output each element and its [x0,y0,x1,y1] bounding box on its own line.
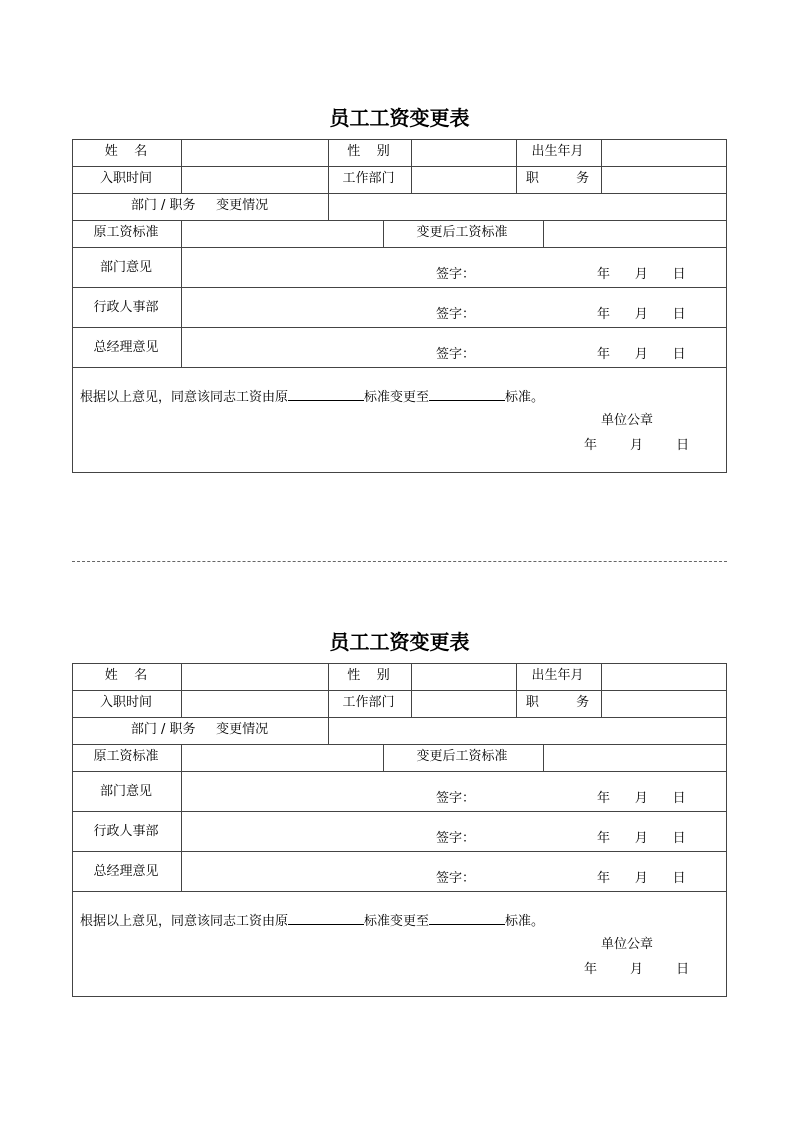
label-gm-opinion: 总经理意见 [93,864,159,879]
date-label: 年 月 日 [597,307,686,322]
label-original-salary: 原工资标准 [93,749,159,764]
cut-line [72,561,727,562]
label-birth-date: 出生年月 [531,668,584,683]
sign-label: 签字： [436,831,476,846]
label-dept-position-change: 部门 / 职务 变更情况 [130,198,269,213]
label-new-salary: 变更后工资标准 [416,749,508,764]
sign-label: 签字： [436,267,476,282]
sign-label: 签字： [436,871,476,886]
label-gender: 性 别 [347,144,390,159]
label-hire-date: 入职时间 [99,171,152,186]
date-label: 年 月 日 [597,831,686,846]
label-gender: 性 别 [347,668,390,683]
label-new-salary: 变更后工资标准 [416,225,508,240]
date-label: 年 月 日 [597,267,686,282]
new-standard-blank [429,388,505,401]
company-seal-label: 单位公章 [601,937,654,952]
label-position: 职 务 [525,171,590,186]
label-department: 工作部门 [342,171,395,186]
form-title: 员工工资变更表 [329,630,470,654]
date-label: 年 月 日 [597,871,686,886]
label-admin-hr: 行政人事部 [93,300,159,315]
approval-date: 年 月 日 [584,438,690,453]
approval-date: 年 月 日 [584,962,690,977]
label-gm-opinion: 总经理意见 [93,340,159,355]
label-hire-date: 入职时间 [99,695,152,710]
label-position: 职 务 [525,695,590,710]
label-name: 姓 名 [104,668,148,683]
label-dept-opinion: 部门意见 [99,260,152,275]
approval-statement: 根据以上意见，同意该同志工资由原 标准变更至 标准。 [80,390,545,405]
sign-label: 签字： [436,347,476,362]
form-title: 员工工资变更表 [329,106,470,130]
company-seal-label: 单位公章 [601,413,654,428]
label-original-salary: 原工资标准 [93,225,159,240]
label-admin-hr: 行政人事部 [93,824,159,839]
original-standard-blank [288,388,364,401]
date-label: 年 月 日 [597,347,686,362]
label-dept-opinion: 部门意见 [99,784,152,799]
label-name: 姓 名 [104,144,148,159]
sign-label: 签字： [436,791,476,806]
approval-statement: 根据以上意见，同意该同志工资由原 标准变更至 标准。 [80,914,545,929]
label-birth-date: 出生年月 [531,144,584,159]
sign-label: 签字： [436,307,476,322]
date-label: 年 月 日 [597,791,686,806]
new-standard-blank [429,912,505,925]
label-dept-position-change: 部门 / 职务 变更情况 [130,722,269,737]
label-department: 工作部门 [342,695,395,710]
original-standard-blank [288,912,364,925]
